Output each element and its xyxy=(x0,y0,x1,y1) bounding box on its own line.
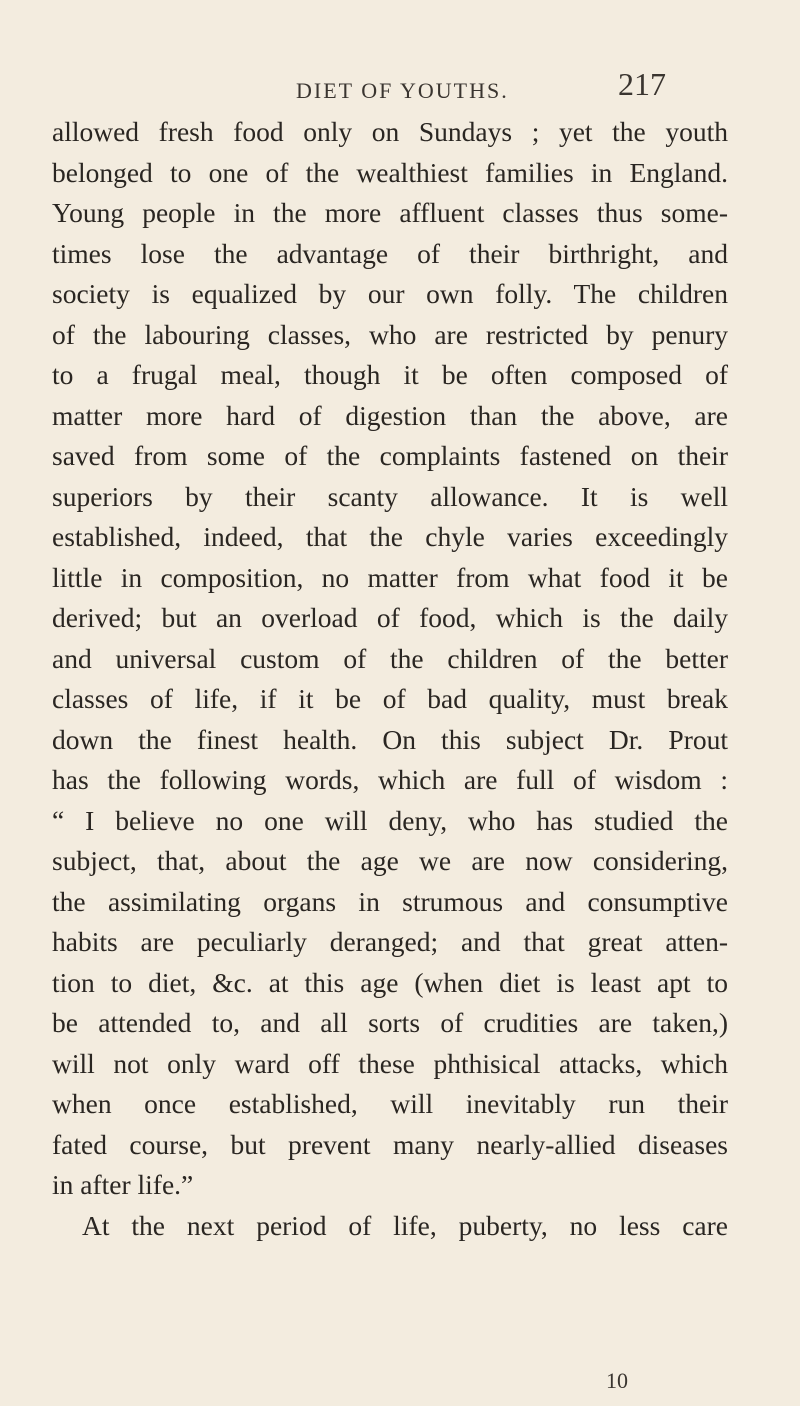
text-line: in after life.” xyxy=(52,1169,194,1200)
text-line: habits are peculiarly deranged; and that great atten- xyxy=(52,926,728,957)
text-line: will not only ward off these phthisical attacks, which xyxy=(52,1047,728,1079)
text-line: little in composition, no matter from what food it be xyxy=(52,561,728,593)
text-line: society is equalized by our own folly. The children xyxy=(52,278,728,309)
text-line: when once established, will inevitably run their xyxy=(52,1088,728,1119)
text-line: superiors by their scanty allowance. It is well xyxy=(52,480,728,512)
text-line: allowed fresh food only on Sundays ; yet the youth xyxy=(52,116,728,147)
running-title: DIET OF YOUTHS. xyxy=(296,78,509,103)
text-line: of the labouring classes, who are restricted by penury xyxy=(52,318,728,350)
text-line: tion to diet, &c. at this age (when diet is least apt to xyxy=(52,966,728,998)
text-line: subject, that, about the age we are now considering, xyxy=(52,845,728,876)
text-line: down the finest health. On this subject Dr. Prout xyxy=(52,723,728,755)
text-line: fated course, but prevent many nearly-allied diseases xyxy=(52,1128,728,1160)
text-line: be attended to, and all sorts of crudities are taken,) xyxy=(52,1007,728,1038)
text-line: and universal custom of the children of the better xyxy=(52,642,728,674)
text-line: saved from some of the complaints fastened on their xyxy=(52,440,728,471)
text-line: classes of life, if it be of bad quality, must break xyxy=(52,683,728,714)
text-line: to a frugal meal, though it be often composed of xyxy=(52,359,728,390)
running-head xyxy=(0,66,800,110)
text-line: has the following words, which are full of wisdom : xyxy=(52,764,728,795)
text-line: At the next period of life, puberty, no less care xyxy=(82,1209,728,1241)
text-line: times lose the advantage of their birthright, and xyxy=(52,237,728,269)
text-line: derived; but an overload of food, which is the daily xyxy=(52,602,728,633)
text-line: “ I believe no one will deny, who has studied the xyxy=(52,804,728,836)
text-line: matter more hard of digestion than the above, are xyxy=(52,399,728,431)
text-line: belonged to one of the wealthiest families in England. xyxy=(52,156,728,188)
text-line: established, indeed, that the chyle varies exceedingly xyxy=(52,521,728,552)
text-line: Young people in the more affluent classes thus some- xyxy=(52,197,728,228)
signature-mark: 10 xyxy=(606,1368,628,1393)
page-number: 217 xyxy=(618,66,666,102)
text-line: the assimilating organs in strumous and consumptive xyxy=(52,885,728,917)
